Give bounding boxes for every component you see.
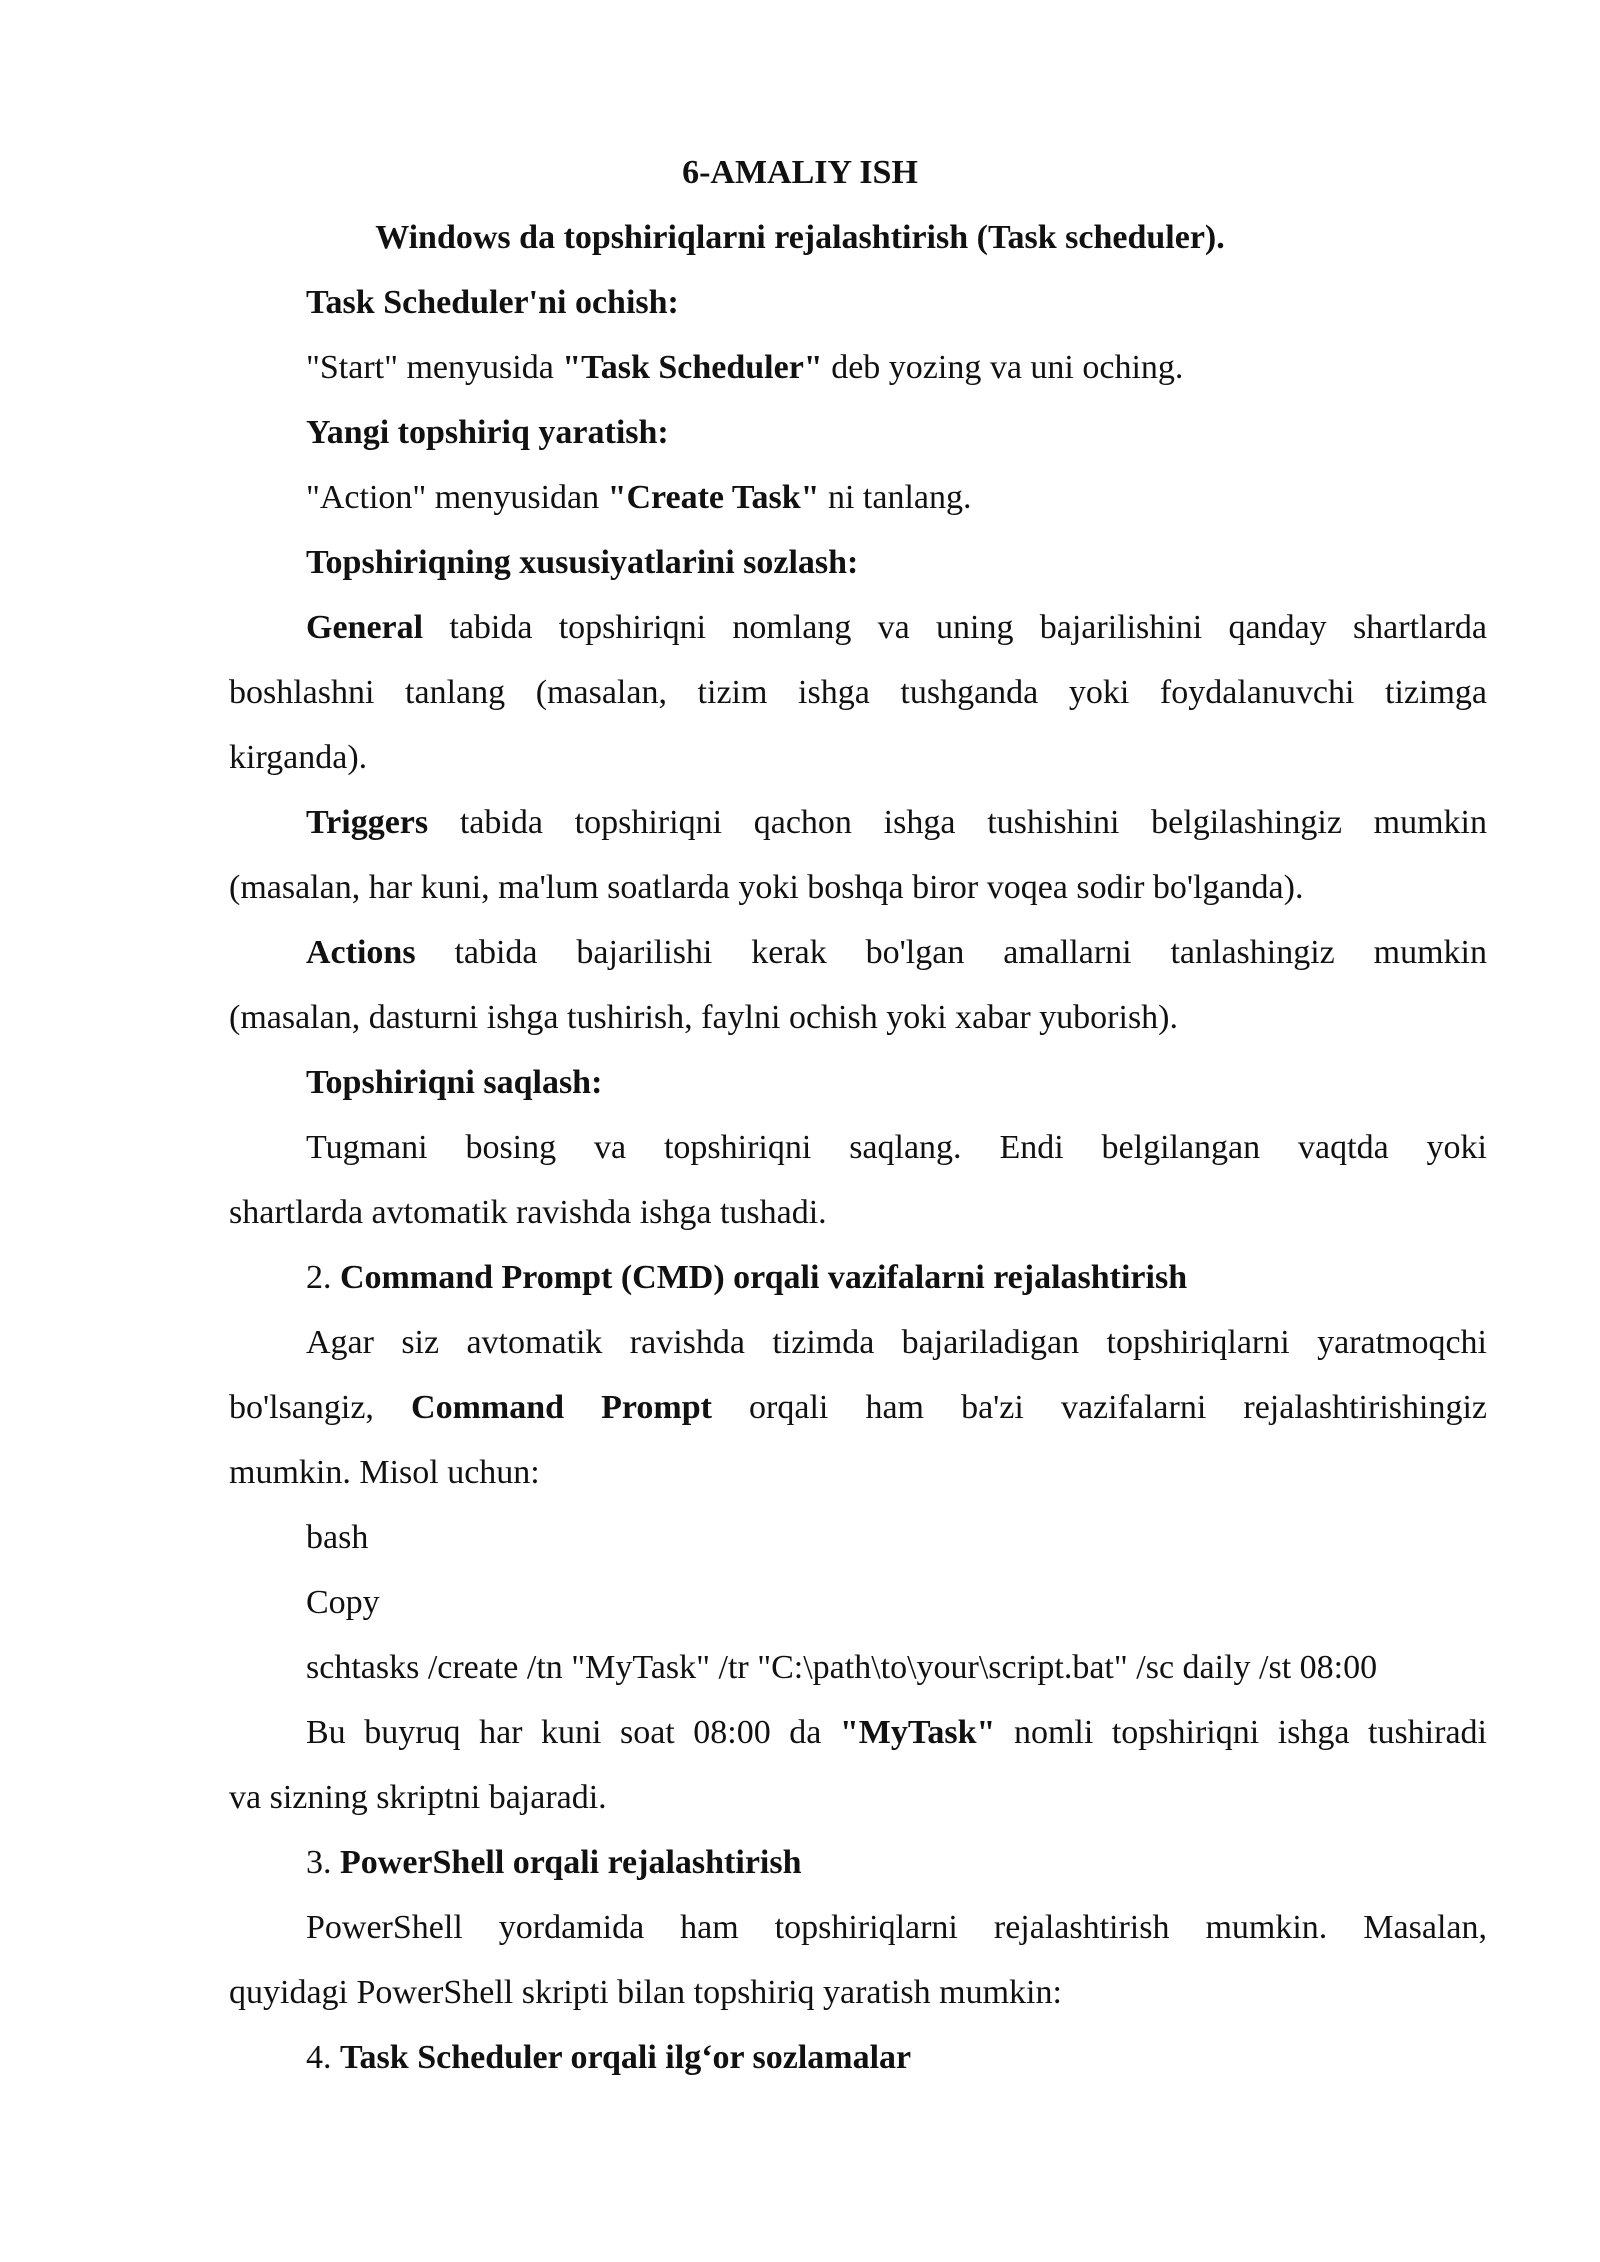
text-run: ni tanlang.: [819, 479, 972, 516]
heading-task-properties: Topshiriqning xususiyatlarini sozlash:: [306, 544, 859, 581]
paragraph-cmd-explanation-line-1: [306, 1711, 1487, 1755]
section-heading-text: PowerShell orqali rejalashtirish: [340, 1844, 802, 1881]
heading-advanced-settings-section: [306, 2036, 1487, 2080]
paragraph-actions-line-2: (masalan, dasturni ishga tushirish, faylni ochish yoki xabar yuborish).: [229, 999, 1178, 1036]
code-language-label: bash: [306, 1519, 369, 1556]
section-number: 3.: [306, 1844, 340, 1881]
section-heading-text: Task Scheduler orqali ilg‘or sozlamalar: [340, 2039, 912, 2076]
heading-create-task: Yangi topshiriq yaratish:: [306, 414, 669, 451]
text-run: nomli topshiriqni ishga tushiradi: [995, 1714, 1487, 1751]
paragraph-cmd-line-2: [229, 1386, 1487, 1430]
paragraph-actions-line-1: [306, 931, 1487, 975]
text-run: "Action" menyusidan: [306, 479, 608, 516]
paragraph-cmd-line-3: mumkin. Misol uchun:: [229, 1454, 540, 1491]
paragraph-save-line-2: shartlarda avtomatik ravishda ishga tushadi.: [229, 1194, 827, 1231]
code-command-line: schtasks /create /tn "MyTask" /tr "C:\path\to\your\script.bat" /sc daily /st 08:00: [306, 1649, 1378, 1686]
paragraph-general-line-2: boshlashni tanlang (masalan, tizim ishga tushganda yoki foydalanuvchi tizimga: [229, 674, 1487, 711]
heading-cmd-section: [306, 1256, 1487, 1300]
section-number: 4.: [306, 2039, 340, 2076]
text-run: tabida topshiriqni nomlang va uning bajarilishini qanday shartlarda: [423, 609, 1487, 646]
text-run: orqali ham ba'zi vazifalarni rejalashtirishingiz: [711, 1389, 1487, 1426]
bold-run: Actions: [306, 934, 416, 971]
heading-open-task-scheduler: Task Scheduler'ni ochish:: [306, 284, 679, 321]
paragraph-open-instructions: [306, 346, 1487, 390]
text-run: Bu buyruq har kuni soat 08:00 da: [306, 1714, 840, 1751]
text-run: tabida topshiriqni qachon ishga tushishini belgilashingiz mumkin: [428, 804, 1487, 841]
paragraph-triggers-line-1: [306, 801, 1487, 845]
paragraph-cmd-explanation-line-2: va sizning skriptni bajaradi.: [229, 1779, 607, 1816]
paragraph-powershell-line-1: PowerShell yordamida ham topshiriqlarni rejalashtirish mumkin. Masalan,: [306, 1909, 1487, 1946]
bold-run: "MyTask": [839, 1714, 996, 1751]
paragraph-save-line-1: Tugmani bosing va topshiriqni saqlang. Endi belgilangan vaqtda yoki: [306, 1129, 1487, 1166]
paragraph-general-line-1: [306, 606, 1487, 650]
paragraph-cmd-line-1: Agar siz avtomatik ravishda tizimda bajariladigan topshiriqlarni yaratmoqchi: [306, 1324, 1487, 1361]
text-run: "Start" menyusida: [306, 349, 563, 386]
bold-run: Command Prompt: [411, 1389, 712, 1426]
text-run: tabida bajarilishi kerak bo'lgan amallarni tanlashingiz mumkin: [415, 934, 1487, 971]
section-number: 2.: [306, 1259, 340, 1296]
text-run: bo'lsangiz,: [229, 1389, 412, 1426]
paragraph-general-line-3: kirganda).: [229, 739, 368, 776]
heading-save-task: Topshiriqni saqlash:: [306, 1064, 603, 1101]
code-copy-label: Copy: [306, 1584, 380, 1621]
text-run: deb yozing va uni oching.: [822, 349, 1184, 386]
bold-run: "Create Task": [607, 479, 820, 516]
heading-powershell-section: [306, 1841, 1487, 1885]
bold-run: General: [306, 609, 424, 646]
paragraph-create-instructions: [306, 476, 1487, 520]
page-title: 6-AMALIY ISH: [682, 154, 918, 191]
page-subtitle: Windows da topshiriqlarni rejalashtirish (Task scheduler).: [375, 219, 1225, 256]
bold-run: Triggers: [306, 804, 429, 841]
paragraph-powershell-line-2: quyidagi PowerShell skripti bilan topshiriq yaratish mumkin:: [229, 1974, 1062, 2011]
paragraph-triggers-line-2: (masalan, har kuni, ma'lum soatlarda yoki boshqa biror voqea sodir bo'lganda).: [229, 869, 1304, 906]
section-heading-text: Command Prompt (CMD) orqali vazifalarni rejalashtirish: [340, 1259, 1188, 1296]
bold-run: "Task Scheduler": [562, 349, 823, 386]
